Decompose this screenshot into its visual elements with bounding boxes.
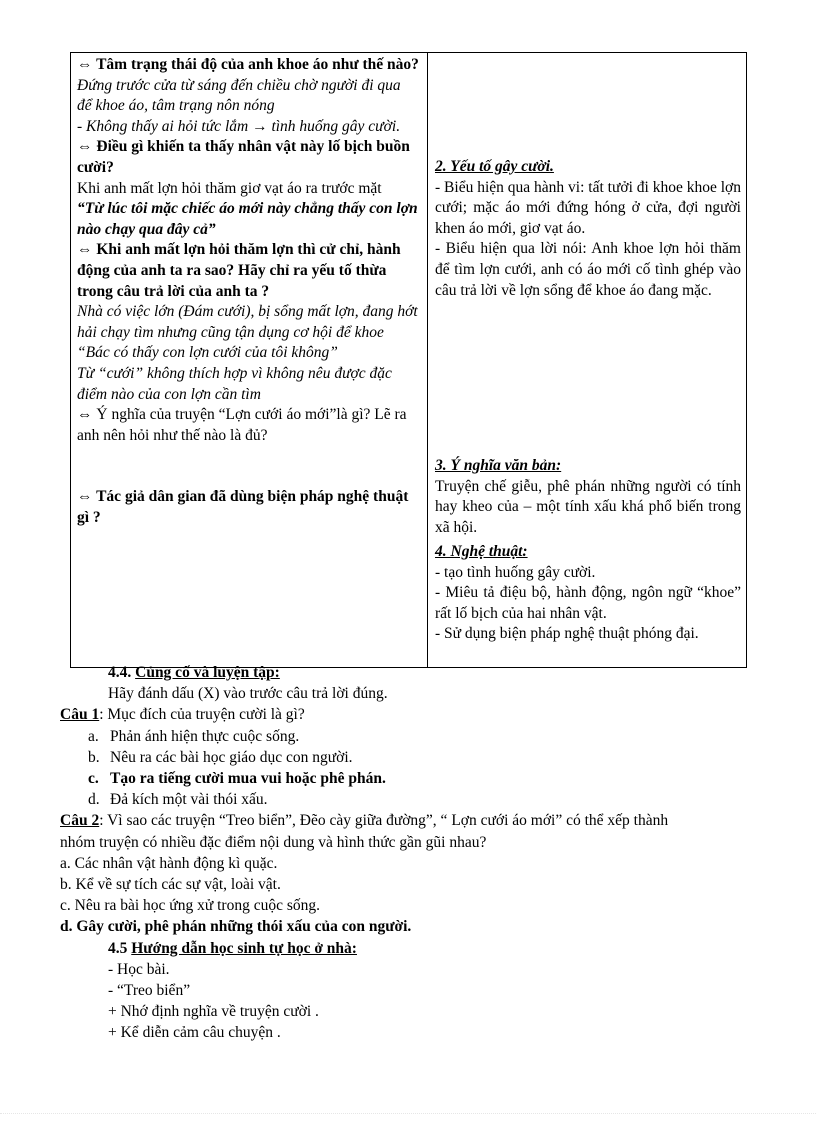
section-humor: [435, 157, 741, 301]
meaning-text: Truyện chế giễu, phê phán những người có tính hay kheo của – một tính xấu khá phổ biến trong xã hội.: [435, 477, 741, 536]
homework-heading-title: Hướng dẫn học sinh tự học ở nhà:: [131, 939, 357, 957]
q1-option-b: b. Nêu ra các bài học giáo dục con người.: [88, 748, 353, 766]
humor-speech: - Biểu hiện qua lời nói: Anh khoe lợn hỏi thăm để tìm lợn cưới, anh có áo mới cố tình ghép vào câu trả lời về lợn sổng để khoe áo đang mặc.: [435, 240, 741, 299]
answer-mood-2: - Không thấy ai hỏi tức lắm → tình huống gây cười.: [77, 117, 401, 135]
column-divider: [427, 53, 428, 667]
practice-heading-title: Củng cố và luyện tập:: [135, 664, 280, 681]
page-bottom-rule: [0, 1113, 816, 1114]
question-1-text: : Mục đích của truyện cười là gì?: [99, 706, 305, 724]
q2-option-b: b. Kể về sự tích các sự vật, loài vật.: [60, 876, 281, 894]
section-humor-title: 2. Yếu tố gây cười.: [435, 158, 554, 175]
question-2: [0, 810, 816, 831]
quote-new-shirt: “Từ lúc tôi mặc chiếc áo mới này chẳng thấy con lợn nào chạy qua đây cả”: [77, 200, 418, 238]
question-1-label: Câu 1: [60, 706, 100, 724]
question-2-text: : Vì sao các truyện “Treo biển”, Đẽo cày giữa đường”, “ Lợn cưới áo mới” có thể xếp thành: [99, 812, 669, 830]
practice-heading-number: 4.4.: [108, 664, 132, 681]
practice-heading: [0, 662, 816, 683]
homework-item-4: + Kể diễn cảm câu chuyện .: [108, 1024, 281, 1042]
q2-option-d: d. Gây cười, phê phán những thói xấu của con người.: [60, 918, 412, 936]
section-meaning: [435, 456, 741, 538]
lesson-table: [70, 52, 747, 668]
q2-option-c: c. Nêu ra bài học ứng xử trong cuộc sống.: [60, 897, 320, 915]
q1-option-a: a. Phản ánh hiện thực cuộc sống.: [88, 727, 300, 745]
q1-option-c: c. Tạo ra tiếng cười mua vui hoặc phê phán.: [88, 770, 386, 788]
practice-section: [0, 662, 816, 1044]
practice-instruction: Hãy đánh dấu (X) vào trước câu trả lời đúng.: [108, 685, 388, 703]
question-lost-pig: ⇔ Khi anh mất lợn hỏi thăm lợn thì cử chỉ, hành động của anh ta ra sao? Hãy chỉ ra yếu tố thừa trong câu trả lời của anh ta ?: [77, 241, 401, 300]
question-meaning: ⇔ Ý nghĩa của truyện “Lợn cưới áo mới”là gì? Lẽ ra anh nên hỏi như thế nào là đủ?: [77, 406, 407, 444]
humor-behavior: - Biểu hiện qua hành vi: tất tưởi đi khoe khoe lợn cưới; mặc áo mới đứng hóng ở cửa, đợi người khen áo mới, giơ vạt áo.: [435, 178, 741, 237]
q2-option-a: a. Các nhân vật hành động kì quặc.: [60, 854, 278, 872]
art-item-2: - Miêu tả điệu bộ, hành động, ngôn ngữ “khoe” rất lố bịch của hai nhân vật.: [435, 584, 741, 622]
question-2-label: Câu 2: [60, 812, 100, 830]
homework-heading: [0, 938, 816, 959]
answer-ridiculous: Khi anh mất lợn hỏi thăm giơ vạt áo ra trước mặt: [77, 179, 382, 197]
homework-heading-number: 4.5: [108, 939, 128, 957]
question-2-text-cont: nhóm truyện có nhiều đặc điểm nội dung và hình thức gần gũi nhau?: [60, 833, 487, 851]
art-item-3: - Sử dụng biện pháp nghệ thuật phóng đại.: [435, 625, 699, 643]
section-meaning-title: 3. Ý nghĩa văn bản:: [435, 457, 562, 474]
left-column: [77, 55, 419, 528]
answer-mood: Đứng trước cửa từ sáng đến chiều chờ người đi qua để khoe áo, tâm trạng nôn nóng: [77, 76, 401, 115]
art-item-1: - tạo tình huống gây cười.: [435, 563, 596, 581]
answer-wedding-word: Từ “cưới” không thích hợp vì không nêu được đặc điểm nào của con lợn cần tìm: [77, 364, 392, 403]
homework-item-2: - “Treo biển”: [108, 982, 191, 1000]
question-technique: ⇔ Tác giả dân gian đã dùng biện pháp nghệ thuật gì ?: [77, 488, 409, 526]
homework-item-1: - Học bài.: [108, 960, 170, 978]
homework-item-3: + Nhớ định nghĩa về truyện cười .: [108, 1003, 319, 1021]
answer-lost-pig: Nhà có việc lớn (Đám cưới), bị sổng mất lợn, đang hớt hải chạy tìm nhưng cũng tận dụng cơ hội để khoe “Bác có thấy con lợn cưới của tôi không”: [77, 303, 418, 362]
section-art-title: 4. Nghệ thuật:: [435, 543, 528, 560]
right-column: [435, 53, 741, 667]
section-art: [435, 542, 741, 645]
q1-option-d: d. Đả kích một vài thói xấu.: [88, 791, 268, 809]
question-mood: ⇔ Tâm trạng thái độ của anh khoe áo như thế nào?: [77, 56, 419, 73]
question-1: [0, 704, 816, 725]
question-ridiculous: ⇔ Điều gì khiến ta thấy nhân vật này lố bịch buồn cười?: [77, 138, 410, 176]
